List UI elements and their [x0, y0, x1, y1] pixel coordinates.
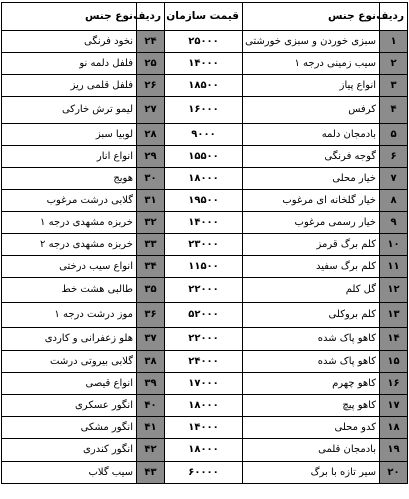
row-type: انواع پیاز — [243, 75, 380, 97]
row-type-left: انواع قیصی — [2, 373, 137, 395]
row-index: ۷ — [380, 168, 408, 190]
row-index-left: ۳۶ — [137, 303, 165, 328]
row-type-left: انواع انار — [2, 146, 137, 168]
row-type: کاهو پیچ — [243, 395, 380, 417]
row-type: کلم بروکلی — [243, 303, 380, 328]
row-index-left: ۳۸ — [137, 351, 165, 373]
row-type: کاهو پاک شده — [243, 328, 380, 351]
row-type: گوجه فرنگی — [243, 146, 380, 168]
row-index-left: ۲۷ — [137, 97, 165, 124]
row-index-left: ۲۵ — [137, 53, 165, 75]
header-type: نوع جنس — [243, 3, 380, 31]
row-price: ۱۱۵۰۰ — [165, 256, 243, 278]
table-row — [2, 190, 408, 212]
row-type-left: انگور عسکری — [2, 395, 137, 417]
row-index-left: ۳۵ — [137, 278, 165, 303]
row-type: خیار رسمی مرغوب — [243, 212, 380, 234]
row-price: ۱۴۰۰۰ — [165, 417, 243, 439]
row-type: کدو محلی — [243, 417, 380, 439]
row-type-left: هویج — [2, 168, 137, 190]
row-index-left: ۲۹ — [137, 146, 165, 168]
row-type: سیر تازه با برگ — [243, 462, 380, 484]
row-type: سبزی خوردن و سبزی خورشتی — [243, 31, 380, 53]
row-price: ۲۲۰۰۰ — [165, 278, 243, 303]
table-row — [2, 53, 408, 75]
row-type: کلم برگ قرمز — [243, 234, 380, 256]
row-type: کاهو چهرم — [243, 373, 380, 395]
row-price: ۱۸۵۰۰ — [165, 75, 243, 97]
row-index-left: ۴۳ — [137, 462, 165, 484]
row-index: ۲۰ — [380, 462, 408, 484]
row-price: ۱۵۵۰۰ — [165, 146, 243, 168]
row-type-left: طالبی هشت خط — [2, 278, 137, 303]
table-row — [2, 97, 408, 124]
row-price: ۱۸۰۰۰ — [165, 395, 243, 417]
row-type-left: نخود فرنگی — [2, 31, 137, 53]
row-type: سیب زمینی درجه ۱ — [243, 53, 380, 75]
row-type-left: انواع سیب درختی — [2, 256, 137, 278]
header-price: قیمت سازمان — [165, 3, 243, 31]
row-type: کلم برگ سفید — [243, 256, 380, 278]
header-row — [2, 3, 408, 31]
table-row — [2, 168, 408, 190]
table-row — [2, 146, 408, 168]
row-index: ۴ — [380, 97, 408, 124]
row-type: کرفس — [243, 97, 380, 124]
row-index-left: ۳۴ — [137, 256, 165, 278]
row-price: ۱۶۰۰۰ — [165, 97, 243, 124]
row-type-left: خربزه مشهدی درجه ۱ — [2, 212, 137, 234]
row-index: ۱۹ — [380, 439, 408, 462]
row-index: ۳ — [380, 75, 408, 97]
row-index: ۱ — [380, 31, 408, 53]
row-type: خیار محلی — [243, 168, 380, 190]
row-index-left: ۴۰ — [137, 395, 165, 417]
table-row — [2, 328, 408, 351]
table-row — [2, 373, 408, 395]
row-price: ۵۲۰۰۰ — [165, 303, 243, 328]
table-row — [2, 278, 408, 303]
table-row — [2, 351, 408, 373]
row-price: ۱۷۰۰۰ — [165, 373, 243, 395]
row-index-left: ۳۰ — [137, 168, 165, 190]
row-price: ۱۹۵۰۰ — [165, 190, 243, 212]
row-price: ۱۸۰۰۰ — [165, 168, 243, 190]
table-row — [2, 462, 408, 484]
table-row — [2, 234, 408, 256]
table-row — [2, 124, 408, 146]
table-row — [2, 256, 408, 278]
row-type-left: سیب گلاب — [2, 462, 137, 484]
row-price: ۲۳۰۰۰ — [165, 234, 243, 256]
row-index: ۸ — [380, 190, 408, 212]
row-price: ۱۴۰۰۰ — [165, 212, 243, 234]
row-type-left: موز درشت درجه ۱ — [2, 303, 137, 328]
row-type-left: انگور کندری — [2, 439, 137, 462]
row-type-left: لیمو ترش خارکی — [2, 97, 137, 124]
row-index-left: ۳۷ — [137, 328, 165, 351]
table-row — [2, 439, 408, 462]
row-type-left: فلفل قلمی ریز — [2, 75, 137, 97]
row-index: ۱۲ — [380, 278, 408, 303]
table-row — [2, 395, 408, 417]
row-type-left: گلابی درشت مرغوب — [2, 190, 137, 212]
table-row — [2, 303, 408, 328]
row-index: ۱۷ — [380, 395, 408, 417]
row-index: ۱۰ — [380, 234, 408, 256]
row-index: ۱۸ — [380, 417, 408, 439]
header-index: ردیف — [380, 3, 408, 31]
row-index-left: ۳۹ — [137, 373, 165, 395]
row-type-left: گلابی بیروتی درشت — [2, 351, 137, 373]
row-price: ۱۸۰۰۰ — [165, 439, 243, 462]
row-type-left: لوبیا سبز — [2, 124, 137, 146]
row-price: ۱۴۰۰۰ — [165, 53, 243, 75]
row-price: ۲۲۰۰۰ — [165, 328, 243, 351]
table-row — [2, 417, 408, 439]
row-index-left: ۲۴ — [137, 31, 165, 53]
row-index: ۶ — [380, 146, 408, 168]
row-index: ۱۴ — [380, 328, 408, 351]
row-index: ۵ — [380, 124, 408, 146]
row-type-left: هلو زعفرانی و کاردی — [2, 328, 137, 351]
row-index-left: ۳۲ — [137, 212, 165, 234]
row-index-left: ۲۸ — [137, 124, 165, 146]
row-index-left: ۴۲ — [137, 439, 165, 462]
price-table — [1, 2, 408, 484]
row-index: ۱۵ — [380, 351, 408, 373]
row-price: ۹۰۰۰ — [165, 124, 243, 146]
row-price: ۲۴۰۰۰ — [165, 351, 243, 373]
row-type-left: انگور مشکی — [2, 417, 137, 439]
row-type-left: خربزه مشهدی درجه ۲ — [2, 234, 137, 256]
table-row — [2, 75, 408, 97]
header-type-left: نوع جنس — [2, 3, 137, 31]
row-index: ۲ — [380, 53, 408, 75]
row-index: ۱۳ — [380, 303, 408, 328]
row-index-left: ۳۱ — [137, 190, 165, 212]
row-type: بادمجان دلمه — [243, 124, 380, 146]
row-type: خیار گلخانه ای مرغوب — [243, 190, 380, 212]
row-index-left: ۴۱ — [137, 417, 165, 439]
row-index: ۱۶ — [380, 373, 408, 395]
header-index-left: ردیف — [137, 3, 165, 31]
row-type: گل کلم — [243, 278, 380, 303]
row-type-left: فلفل دلمه نو — [2, 53, 137, 75]
row-index: ۹ — [380, 212, 408, 234]
row-index-left: ۲۶ — [137, 75, 165, 97]
table-row — [2, 212, 408, 234]
row-index: ۱۱ — [380, 256, 408, 278]
row-price: ۲۵۰۰۰ — [165, 31, 243, 53]
table-row — [2, 31, 408, 53]
row-index-left: ۳۳ — [137, 234, 165, 256]
row-type: کاهو پاک شده — [243, 351, 380, 373]
row-type: بادمجان قلمی — [243, 439, 380, 462]
row-price: ۶۰۰۰۰ — [165, 462, 243, 484]
